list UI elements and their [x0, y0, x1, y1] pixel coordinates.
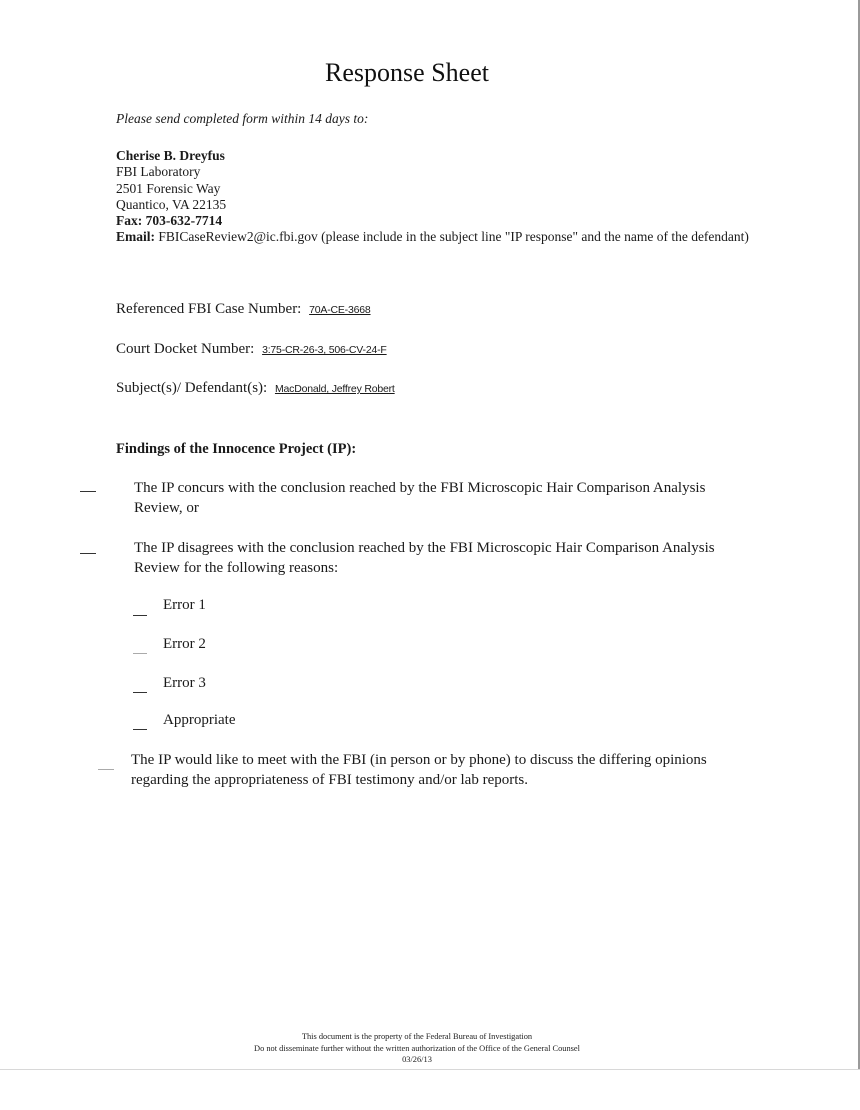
footer-disseminate-line: Do not disseminate further without the written authorization of the Office of the General Counsel [254, 1043, 580, 1053]
contact-org: FBI Laboratory [116, 164, 201, 180]
appropriate-checkbox-line[interactable] [133, 729, 147, 730]
defendant-label: Subject(s)/ Defendant(s): [116, 380, 268, 396]
contact-address-block [116, 148, 752, 246]
contact-name: Cherise B. Dreyfus [116, 148, 225, 163]
footer-date: 03/26/13 [402, 1055, 432, 1064]
defendant-value: MacDonald, Jeffrey Robert [274, 383, 395, 395]
document-footer [0, 1031, 834, 1066]
contact-street: 2501 Forensic Way [116, 180, 221, 196]
reason-appropriate: Appropriate [163, 712, 236, 728]
case-number-label: Referenced FBI Case Number: [116, 301, 302, 317]
reason-error-2: Error 2 [163, 636, 206, 652]
docket-number-label: Court Docket Number: [116, 341, 255, 357]
page-edge-bottom [0, 1069, 860, 1070]
docket-number-value: 3:75-CR-26-3, 506-CV-24-F [262, 344, 387, 356]
fax-label: Fax: [116, 213, 143, 229]
reason-error-1: Error 1 [163, 597, 206, 613]
email-value: FBICaseReview2@ic.fbi.gov (please include in the subject line "IP response" and the name of the defendant) [158, 229, 749, 245]
contact-city: Quantico, VA 22135 [116, 196, 227, 212]
concur-checkbox-line[interactable] [80, 491, 96, 492]
case-number-value: 70A-CE-3668 [309, 304, 371, 316]
concur-option-text: The IP concurs with the conclusion reached by the FBI Microscopic Hair Comparison Analysis Review, or [134, 480, 706, 516]
reason-error-3: Error 3 [163, 675, 206, 691]
fax-value: 703-632-7714 [145, 213, 223, 229]
contact-fax [116, 213, 752, 229]
docket-number-field [116, 341, 387, 358]
error2-checkbox-line[interactable] [133, 653, 147, 654]
defendant-field [116, 380, 395, 397]
case-number-field [116, 301, 371, 318]
meet-option-text: The IP would like to meet with the FBI (in person or by phone) to discuss the differing opinions regarding the appropriateness of FBI testimony and/or lab reports. [131, 752, 707, 788]
contact-email [116, 229, 752, 245]
email-label: Email: [116, 229, 155, 245]
disagree-option-text: The IP disagrees with the conclusion reached by the FBI Microscopic Hair Comparison Analysis Review for the following reasons: [134, 540, 715, 576]
meet-checkbox-line[interactable] [98, 769, 114, 770]
findings-heading: Findings of the Innocence Project (IP): [116, 441, 357, 457]
error1-checkbox-line[interactable] [133, 615, 147, 616]
page-title: Response Sheet [325, 58, 489, 87]
footer-property-line: This document is the property of the Federal Bureau of Investigation [301, 1032, 533, 1041]
instruction-text: Please send completed form within 14 days to: [116, 111, 369, 126]
error3-checkbox-line[interactable] [133, 692, 147, 693]
disagree-checkbox-line[interactable] [80, 553, 96, 554]
